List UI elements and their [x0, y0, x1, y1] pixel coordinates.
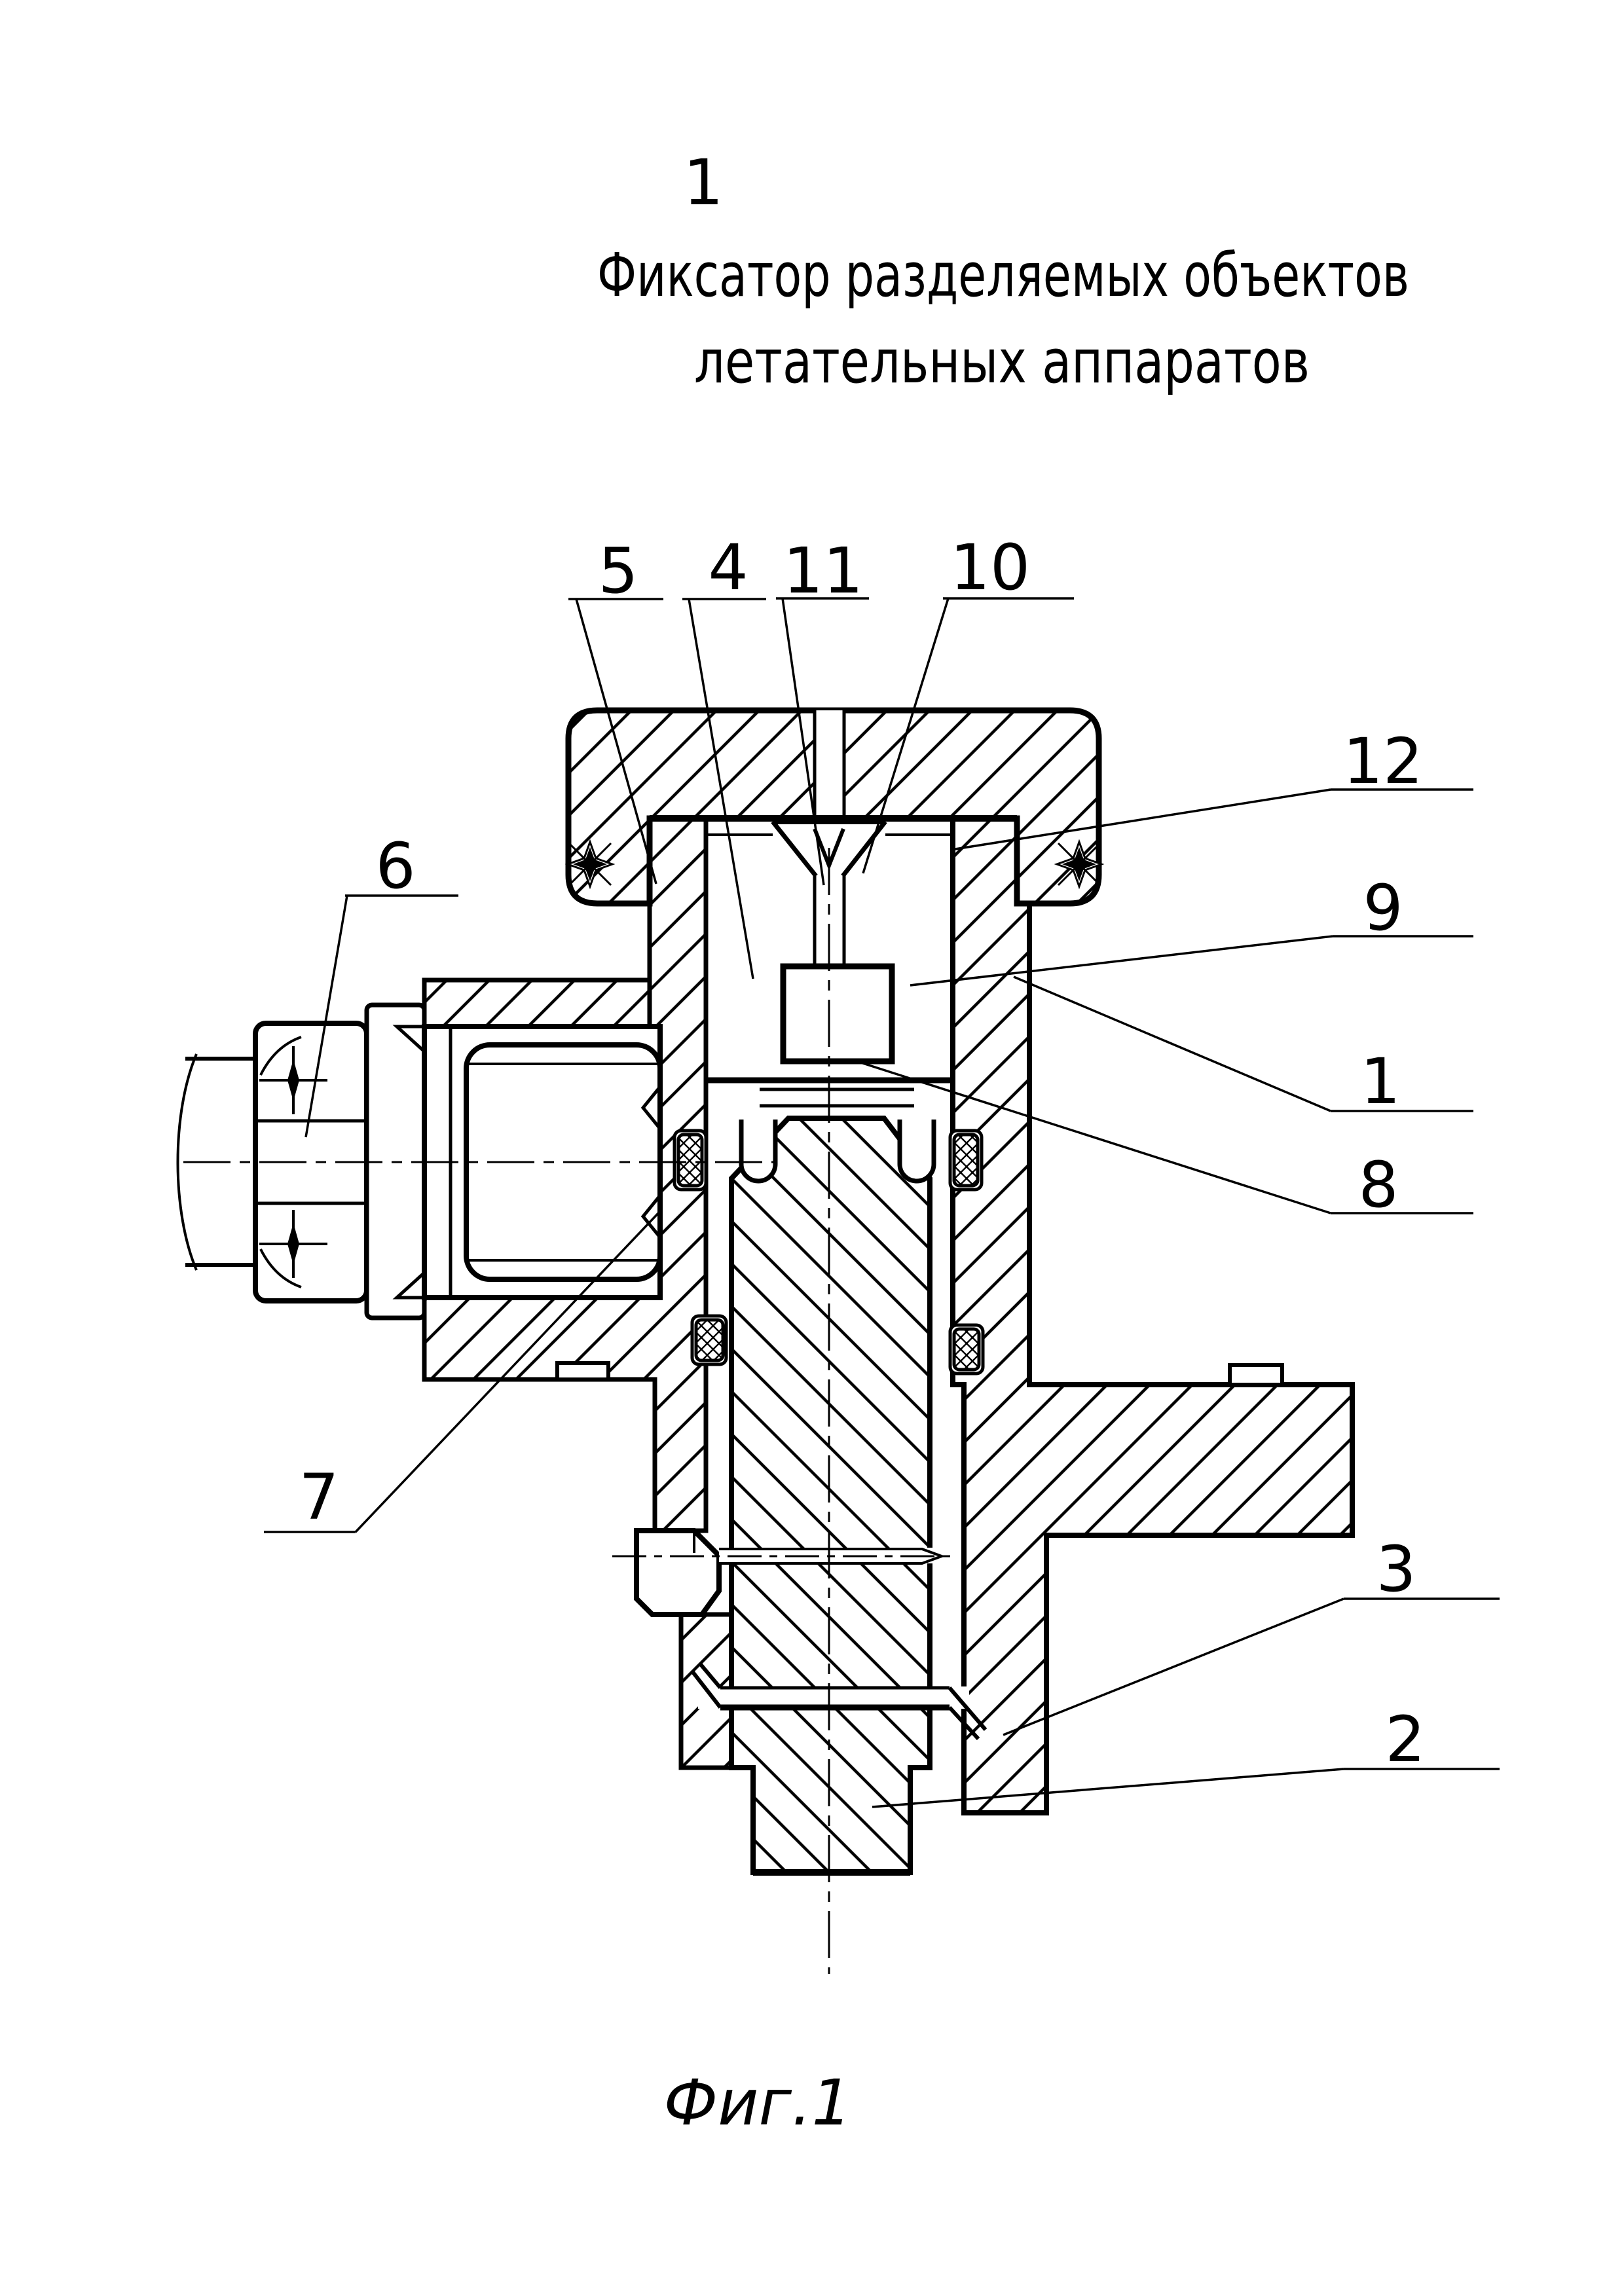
callout-label-10: 10 — [950, 531, 1031, 604]
callout-label-8: 8 — [1358, 1148, 1399, 1222]
housing-right — [953, 818, 1352, 1813]
pad-right — [1230, 1365, 1282, 1385]
callout-label-7: 7 — [299, 1461, 339, 1534]
figure-caption: Фиг.1 — [663, 2066, 852, 2140]
pad-left — [557, 1363, 608, 1379]
callout-1 — [1014, 977, 1473, 1111]
title-line2: летательных аппаратов — [694, 327, 1310, 397]
callout-label-2: 2 — [1385, 1703, 1426, 1776]
title-line1: Фиксатор разделяемых объектов — [597, 240, 1409, 310]
screw-slot — [815, 710, 844, 820]
ear-hole-right — [1057, 842, 1101, 886]
callout-label-1: 1 — [1360, 1045, 1401, 1118]
callout-label-5: 5 — [598, 534, 638, 608]
left-boss-top — [424, 980, 650, 1027]
callout-label-6: 6 — [375, 829, 416, 903]
retainer-nut — [637, 1531, 719, 1614]
callout-label-12: 12 — [1342, 725, 1424, 798]
collet-slot-left — [741, 1120, 775, 1181]
callout-label-3: 3 — [1376, 1533, 1416, 1606]
collet-slot-right — [900, 1120, 934, 1181]
page-number: 1 — [683, 146, 724, 219]
callout-label-9: 9 — [1363, 871, 1403, 945]
callout-label-4: 4 — [708, 531, 748, 604]
ear-hole-left — [568, 842, 612, 886]
central-rod — [731, 1118, 930, 1872]
nut-block — [783, 966, 892, 1061]
callout-label-11: 11 — [783, 534, 864, 608]
